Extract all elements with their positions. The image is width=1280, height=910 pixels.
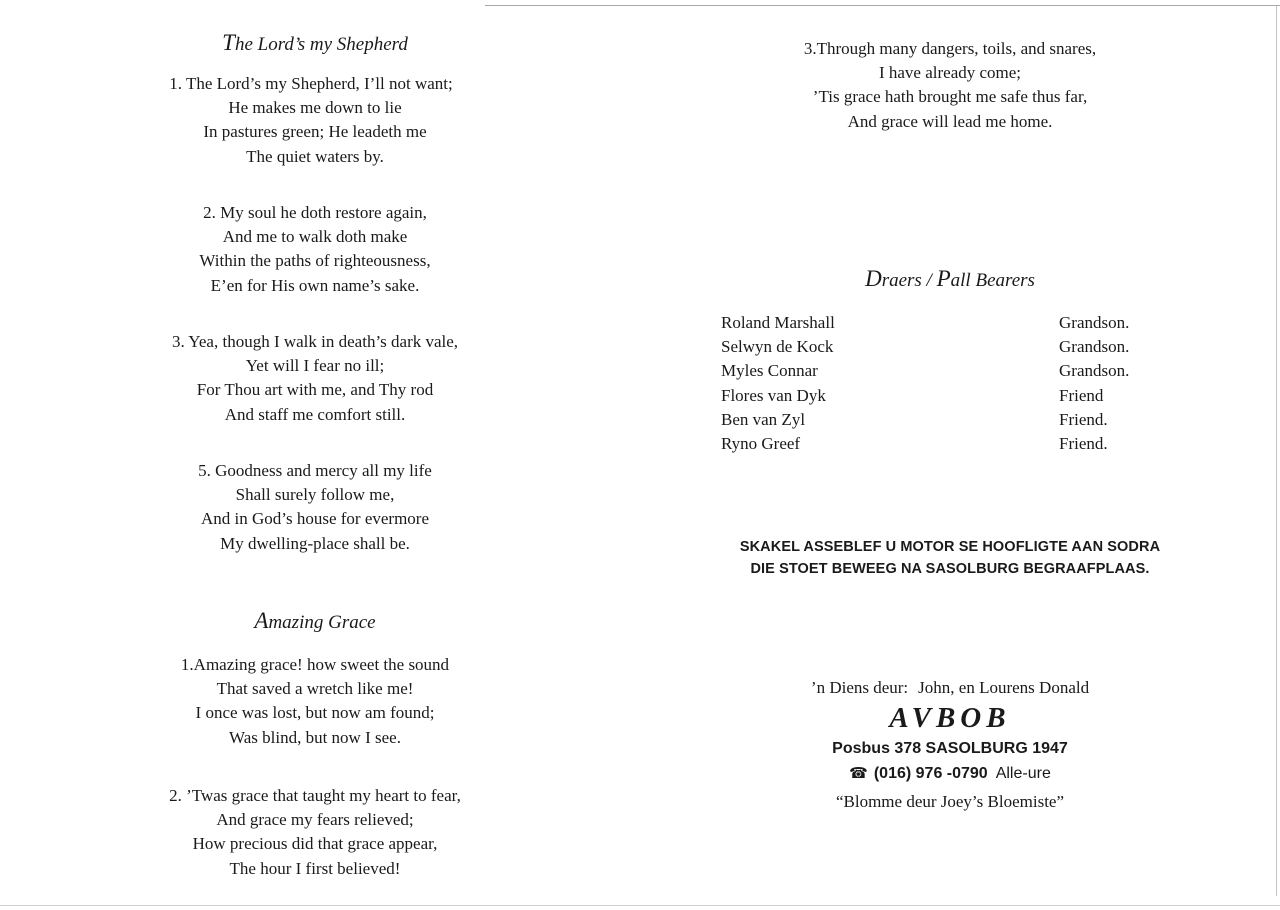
hymn-title-amazing-grace [130,608,500,634]
title-initial: A [254,608,269,633]
stanza-1 [130,72,500,169]
bearer-row [721,384,1141,408]
pallbearers-list [721,311,1141,456]
stanza-5 [130,459,500,556]
florist-credit: “Blomme deur Joey’s Bloemiste” [835,792,1065,811]
bearer-relation: Grandson. [1059,313,1130,332]
phone-number: (016) 976 -0790 [873,765,988,782]
hymn-title-lords-shepherd [130,30,500,56]
stanza-line: In pastures green; He leadeth me [203,122,427,142]
stanza-line: And grace will lead me home. [847,111,1053,131]
bearer-row [721,311,1141,335]
stanza-line: And me to walk doth make [222,227,408,247]
bearer-row [721,335,1141,359]
stanza-line: And staff me comfort still. [224,404,406,424]
service-credit [690,678,1210,698]
grace-stanza-3 [690,37,1210,134]
service-label: ’n Diens deur: [810,678,909,697]
stanza-line: 1. The Lord’s my Shepherd, I’ll not want; [169,74,453,93]
stanza-line: Yet will I fear no ill; [245,356,385,376]
notice-line: SKAKEL ASSEBLEF U MOTOR SE HOOFLIGTE AAN SODRA [739,539,1161,555]
stanza-line: 3.Through many dangers, toils, and snares, [803,39,1097,58]
bearer-relation: Grandson. [1059,361,1130,381]
bearer-name: Myles Connar [721,361,818,381]
stanza-line: 3. Yea, though I walk in death’s dark vale, [171,332,459,351]
title-rest: he Lord’s my Shepherd [234,34,408,55]
title-rest: raers / [881,270,937,291]
bearer-relation: Grandson. [1059,337,1130,357]
funeral-home-brand: AVBOB [889,702,1011,734]
title-rest: all Bearers [950,270,1035,291]
title-rest: mazing Grace [268,612,376,633]
notice-line: DIE STOET BEWEEG NA SASOLBURG BEGRAAFPLAAS. [750,561,1150,577]
grace-stanza-1 [130,653,500,750]
stanza-line: 5. Goodness and mercy all my life [198,461,432,480]
bearer-name: Roland Marshall [721,313,835,332]
grace-stanza-2 [130,784,500,881]
bearer-name: Selwyn de Kock [721,337,834,357]
stanza-line: How precious did that grace appear, [192,834,438,854]
bearer-name: Ben van Zyl [721,409,806,429]
bearer-row [721,408,1141,432]
telephone-icon: ☎ [849,765,868,782]
page-edge-top [485,5,1280,6]
headlights-notice [690,536,1210,580]
stanza-3 [130,330,500,427]
stanza-2 [130,201,500,298]
page-edge-bottom [0,905,1280,906]
phone-hours: Alle-ure [995,765,1051,782]
stanza-line: Was blind, but now I see. [229,727,401,747]
service-by: John, en Lourens Donald [918,678,1090,697]
bearer-relation: Friend. [1059,434,1108,454]
stanza-line: E’en for His own name’s sake. [210,275,420,295]
bearer-relation: Friend. [1059,409,1108,429]
stanza-line: Within the paths of righteousness, [199,251,431,271]
bearer-row [721,359,1141,383]
bearer-name: Ryno Greef [721,434,801,454]
page-edge-right [1276,6,1277,896]
stanza-line: ’Tis grace hath brought me safe thus far, [812,87,1088,107]
stanza-line: 1.Amazing grace! how sweet the sound [180,655,450,674]
bearer-relation: Friend [1059,385,1104,405]
stanza-line: My dwelling-place shall be. [220,533,410,553]
stanza-line: That saved a wretch like me! [216,679,414,699]
stanza-line: I have already come; [878,63,1022,83]
stanza-line: And in God’s house for evermore [200,509,430,529]
title-initial: D [865,266,882,291]
stanza-line: 2. ’Twas grace that taught my heart to fear, [169,786,461,805]
title-initial: P [936,266,951,291]
bearer-row [721,432,1141,456]
funeral-home-address: Posbus 378 SASOLBURG 1947 [832,740,1068,757]
stanza-line: For Thou art with me, and Thy rod [196,380,434,400]
stanza-line: The hour I first believed! [229,858,401,878]
stanza-line: He makes me down to lie [228,98,402,118]
stanza-line: Shall surely follow me, [235,485,395,505]
funeral-home-phone [690,764,1210,783]
stanza-line: I once was lost, but now am found; [195,703,435,723]
stanza-line: The quiet waters by. [246,146,384,166]
stanza-line: 2. My soul he doth restore again, [203,203,427,222]
title-initial: T [222,30,235,55]
pallbearers-title [690,266,1210,292]
stanza-line: And grace my fears relieved; [216,810,414,830]
bearer-name: Flores van Dyk [721,385,826,405]
